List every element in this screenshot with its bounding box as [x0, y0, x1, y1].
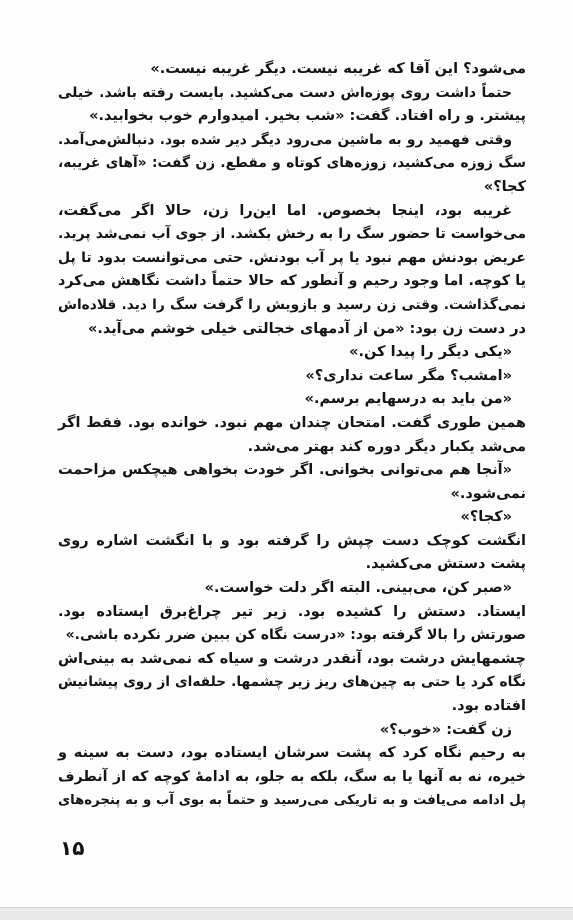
text-line: یا کوچه. اما وجود رحیم و آنطور که حالا حتماً داشت نگاهش می‌کرد [58, 273, 526, 290]
page-bottom-edge [0, 907, 573, 920]
text-line: نمی‌شود.» [450, 485, 526, 502]
text-line: می‌خواست تا حضور سگ را به رخش بکشد. از جوی آب نمی‌شد پرید. [58, 226, 526, 243]
text-line: وقتی فهمید رو به ماشین می‌رود دیگر دیر شده بود. دنبالش‌می‌آمد. [58, 131, 512, 148]
text-line: همین طوری گفت. امتحان چندان مهم نبود. خوانده بود. فقط اگر [58, 414, 526, 431]
text-line: «من باید به درسهایم برسم.» [304, 391, 512, 408]
text-line: «صبر کن، می‌بینی. البته اگر دلت خواست.» [204, 580, 512, 597]
text-line: «کجا؟» [460, 509, 512, 526]
text-line: نگاه کرد یا حتی به چین‌های ریز زیر چشمها. حلقه‌ای از روی پیشانیش [58, 674, 526, 691]
text-line: پیشتر. و راه افتاد. گفت: «شب بخیر. امیدوارم خوب بخوابید.» [89, 108, 526, 125]
text-line: «امشب؟ مگر ساعت نداری؟» [305, 367, 512, 384]
text-line: چشمهایش درشت بود، آنقدر درشت و سیاه که نمی‌شد به بینی‌اش [58, 650, 526, 667]
text-line: پشت دستش می‌کشید. [365, 556, 526, 573]
text-line: غریبه بود، اینجا بخصوص. اما این‌را زن، حالا اگر می‌گفت، [58, 202, 512, 219]
text-line: عریض بودنش مهم نبود یا پر آب بودنش. حتی می‌توانست بدود تا پل [58, 249, 526, 266]
text-line: ایستاد. دستش را کشیده بود. زیر تیر چراغ‌برق ایستاده بود. [58, 603, 526, 620]
text-line: نمی‌گذاشت. وقتی زن رسید و بازویش را گرفت سگ را دید. قلاده‌اش [58, 296, 526, 313]
text-line: به رحیم نگاه کرد که پشت سرشان ایستاده بود، دست به سینه و [58, 745, 526, 762]
text-line: می‌شد یکبار دیگر دوره کند بهتر می‌شد. [247, 438, 526, 455]
text-line: صورتش را بالا گرفته بود: «درست نگاه کن ببین ضرر نکرده باشی.» [65, 627, 526, 644]
text-line: سگ زوزه می‌کشید، زوزه‌های کوتاه و مقطع. زن گفت: «آهای غریبه، [58, 155, 526, 172]
text-line: «یکی دیگر را پیدا کن.» [349, 344, 512, 361]
page-number: ۱۵ [60, 836, 85, 860]
text-line: زن گفت: «خوب؟» [379, 721, 512, 738]
text-line: در دست زن بود: «من از آدمهای خجالتی خیلی خوشم می‌آید.» [87, 320, 526, 337]
text-line: می‌شود؟ این آقا که غریبه نیست. دیگر غریبه نیست.» [150, 61, 526, 77]
text-line: خیره، نه به آنها یا به سگ، بلکه به جلو، به ادامهٔ کوچه که از آنطرف [58, 768, 526, 785]
text-line: افتاده بود. [451, 698, 526, 715]
text-line: حتماً داشت روی پوزه‌اش دست می‌کشید. بایست رفته باشد. خیلی [58, 84, 512, 101]
text-line: «آنجا هم می‌توانی بخوانی. اگر خودت بخواهی هیچکس مزاحمت [58, 462, 512, 479]
text-line: کجا؟» [483, 178, 526, 195]
text-line: پل ادامه می‌یافت و به تاریکی می‌رسید و حتماً به بوی آب و به پنجره‌های [58, 793, 526, 809]
text-line: انگشت کوچک دست چپش را گرفته بود و با انگشت اشاره روی [58, 532, 526, 549]
body-text [58, 58, 526, 813]
